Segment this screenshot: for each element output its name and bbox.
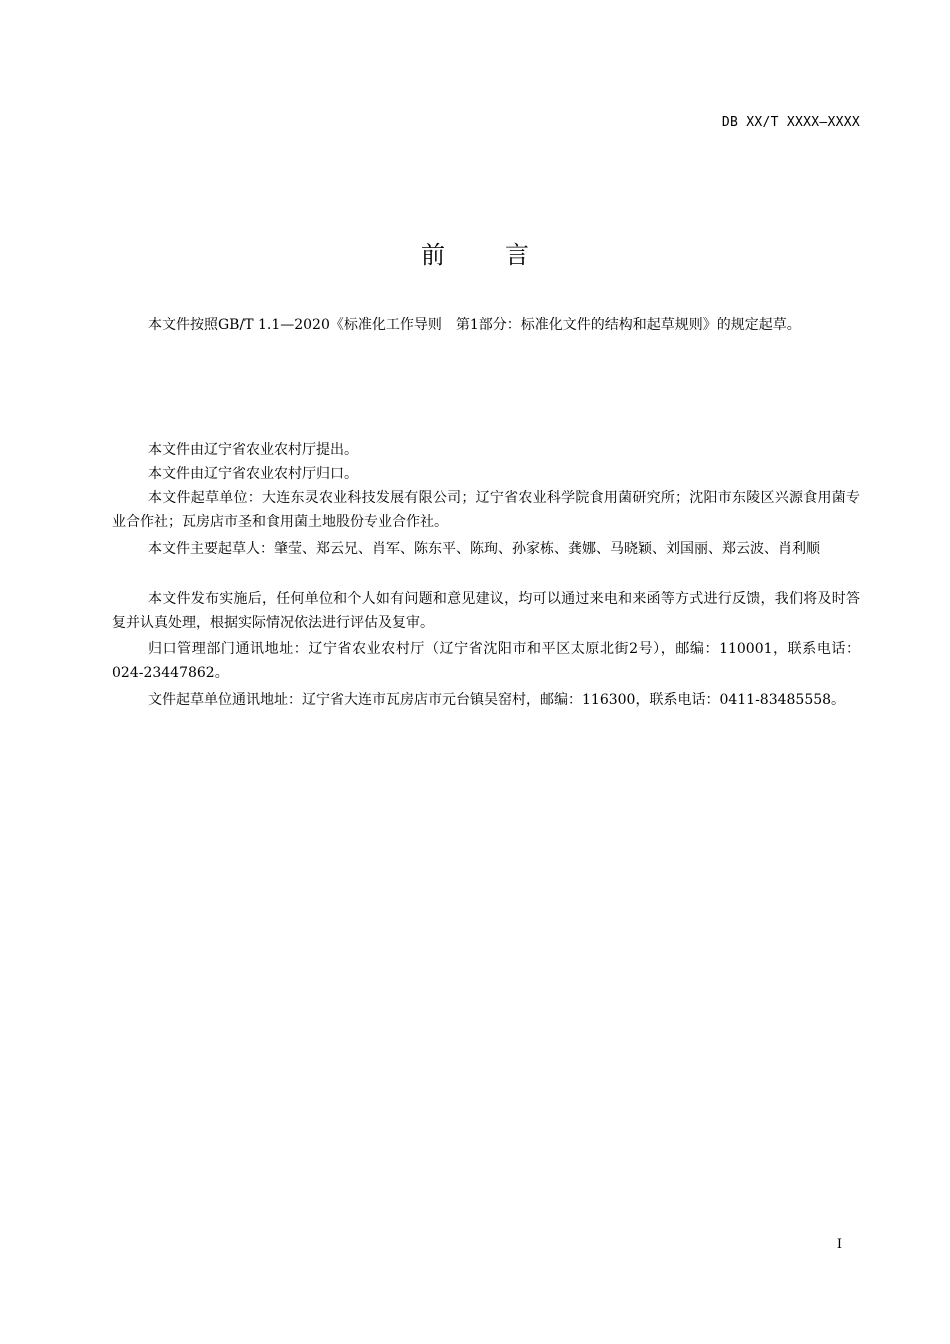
page-title: 前言 <box>421 241 589 269</box>
paragraph-drafting-basis: 本文件按照GB/T 1.1—2020《标准化工作导则 第1部分：标准化文件的结构和起草规则》的规定起草。 <box>148 317 801 333</box>
paragraph-drafting-units: 本文件起草单位：大连东灵农业科技发展有限公司；辽宁省农业科学院食用菌研究所；沈阳市东陵区兴源食用菌专业合作社；瓦房店市圣和食用菌土地股份专业合作社。 <box>112 490 860 530</box>
paragraph-feedback: 本文件发布实施后，任何单位和个人如有问题和意见建议，均可以通过来电和来函等方式进行反馈，我们将及时答复并认真处理，根据实际情况依法进行评估及复审。 <box>112 591 860 631</box>
paragraph-proposed-by: 本文件由辽宁省农业农村厅提出。 <box>148 442 358 458</box>
paragraph-admin-address: 归口管理部门通讯地址：辽宁省农业农村厅（辽宁省沈阳市和平区太原北街2号），邮编：110001，联系电话：024-23447862。 <box>112 641 860 681</box>
page-number: I <box>836 1237 842 1252</box>
paragraph-administered-by: 本文件由辽宁省农业农村厅归口。 <box>148 466 358 482</box>
document-code: DB XX/T XXXX—XXXX <box>721 115 860 130</box>
paragraph-drafters: 本文件主要起草人：肇莹、郑云兄、肖军、陈东平、陈珣、孙家栋、龚娜、马晓颖、刘国丽、郑云波、肖利顺 <box>148 541 820 557</box>
paragraph-drafter-address: 文件起草单位通讯地址：辽宁省大连市瓦房店市元台镇吴窑村，邮编：116300，联系电话：0411-83485558。 <box>148 692 846 708</box>
